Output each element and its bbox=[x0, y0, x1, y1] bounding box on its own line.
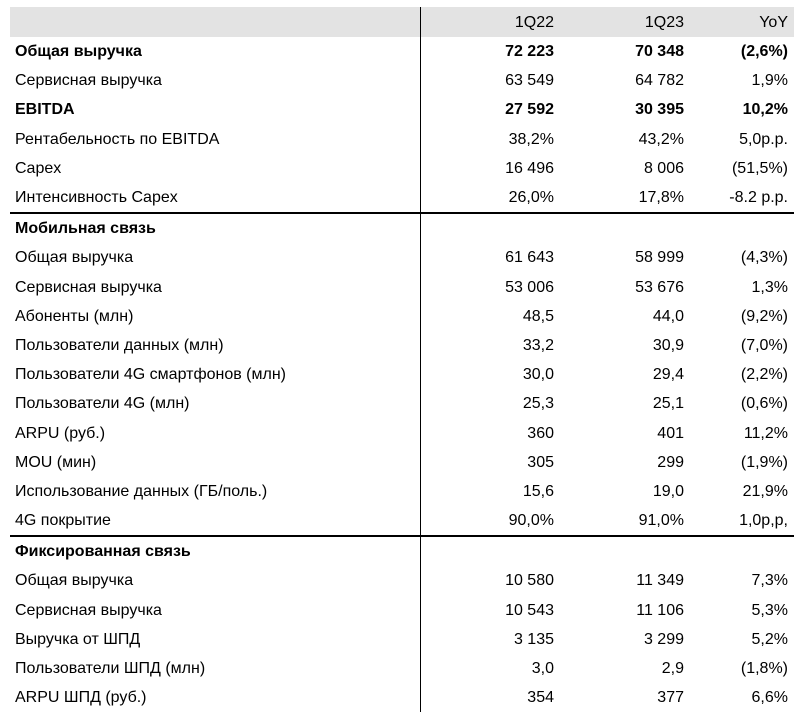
value-1q22: 33,2 bbox=[420, 331, 560, 360]
row-label: Выручка от ШПД bbox=[15, 630, 141, 648]
value-yoy bbox=[690, 213, 794, 243]
value-yoy: (0,6%) bbox=[740, 395, 788, 413]
value-yoy: 21,9% bbox=[742, 482, 788, 500]
table-row bbox=[10, 448, 794, 477]
value-1q22: 38,2% bbox=[420, 125, 560, 154]
row-label: Пользователи ШПД (млн) bbox=[15, 660, 206, 678]
value-1q23: 91,0% bbox=[638, 512, 684, 530]
value-1q22: 3 135 bbox=[420, 625, 560, 654]
row-label: ARPU ШПД (руб.) bbox=[15, 689, 147, 707]
value-1q23: 70 348 bbox=[635, 43, 684, 61]
header-1q22: 1Q22 bbox=[420, 7, 560, 37]
value-1q23 bbox=[560, 536, 690, 566]
value-1q22: 305 bbox=[420, 448, 560, 477]
value-1q22: 10 580 bbox=[420, 566, 560, 595]
header-1q23: 1Q23 bbox=[560, 7, 690, 37]
header-row bbox=[10, 7, 794, 37]
value-1q22: 63 549 bbox=[420, 66, 560, 95]
value-1q22: 10 543 bbox=[420, 596, 560, 625]
table-row bbox=[10, 302, 794, 331]
value-1q23: 30,9 bbox=[652, 336, 684, 354]
table-row bbox=[10, 360, 794, 389]
value-1q23: 17,8% bbox=[638, 189, 684, 207]
table-row bbox=[10, 625, 794, 654]
value-1q23: 401 bbox=[657, 424, 684, 442]
value-1q23: 25,1 bbox=[652, 395, 684, 413]
row-label: Сервисная выручка bbox=[15, 278, 162, 296]
value-1q22: 26,0% bbox=[420, 183, 560, 213]
table-row bbox=[10, 683, 794, 712]
table-row bbox=[10, 243, 794, 272]
value-1q22: 90,0% bbox=[420, 506, 560, 536]
value-1q23: 53 676 bbox=[635, 278, 684, 296]
value-1q23: 29,4 bbox=[652, 366, 684, 384]
kpi-table bbox=[10, 7, 794, 712]
table-row bbox=[10, 331, 794, 360]
value-yoy: 10,2% bbox=[742, 101, 788, 119]
value-1q22: 16 496 bbox=[420, 154, 560, 183]
row-label: Сервисная выручка bbox=[15, 601, 162, 619]
value-1q23: 64 782 bbox=[635, 72, 684, 90]
value-1q23: 11 349 bbox=[636, 572, 684, 590]
value-yoy: (2,6%) bbox=[740, 43, 788, 61]
value-yoy: -8.2 p.p. bbox=[729, 189, 788, 207]
table-row bbox=[10, 95, 794, 124]
row-label: Рентабельность по EBITDA bbox=[15, 130, 220, 148]
value-yoy: 1,0р,р, bbox=[739, 512, 788, 530]
value-1q22: 61 643 bbox=[420, 243, 560, 272]
table-row bbox=[10, 566, 794, 595]
value-yoy: (9,2%) bbox=[740, 307, 788, 325]
value-1q23: 299 bbox=[657, 453, 684, 471]
value-yoy: (1,8%) bbox=[740, 660, 788, 678]
value-yoy: (7,0%) bbox=[740, 336, 788, 354]
value-1q23: 44,0 bbox=[652, 307, 684, 325]
value-yoy: (51,5%) bbox=[731, 159, 788, 177]
row-label: Абоненты (млн) bbox=[15, 307, 134, 325]
table-row bbox=[10, 654, 794, 683]
row-label: MOU (мин) bbox=[15, 453, 97, 471]
row-label: Общая выручка bbox=[15, 249, 134, 267]
header-yoy: YoY bbox=[690, 7, 794, 37]
value-yoy: 1,9% bbox=[751, 72, 788, 90]
table-row bbox=[10, 66, 794, 95]
value-1q22: 25,3 bbox=[420, 389, 560, 418]
table-row bbox=[10, 506, 794, 536]
table-row bbox=[10, 477, 794, 506]
row-label: Общая выручка bbox=[15, 43, 142, 61]
row-label: Пользователи 4G (млн) bbox=[15, 395, 190, 413]
value-1q22: 354 bbox=[420, 683, 560, 712]
table-row bbox=[10, 154, 794, 183]
value-1q22: 30,0 bbox=[420, 360, 560, 389]
section-header-row bbox=[10, 213, 794, 243]
row-label: Мобильная связь bbox=[10, 213, 420, 243]
row-label: Интенсивность Capex bbox=[15, 189, 178, 207]
value-1q22: 15,6 bbox=[420, 477, 560, 506]
value-yoy: 7,3% bbox=[751, 572, 788, 590]
row-label: Пользователи данных (млн) bbox=[15, 336, 224, 354]
value-1q22 bbox=[420, 536, 560, 566]
table-body bbox=[10, 37, 794, 712]
value-1q23 bbox=[560, 213, 690, 243]
table-row bbox=[10, 125, 794, 154]
value-1q23: 19,0 bbox=[652, 482, 684, 500]
value-yoy: 11,2% bbox=[743, 424, 788, 442]
table-row bbox=[10, 596, 794, 625]
value-yoy bbox=[690, 536, 794, 566]
value-yoy: 5,2% bbox=[751, 630, 788, 648]
value-yoy: 1,3% bbox=[751, 278, 788, 296]
section-header-row bbox=[10, 536, 794, 566]
row-label: ARPU (руб.) bbox=[15, 424, 106, 442]
value-1q23: 2,9 bbox=[661, 660, 684, 678]
row-label: Общая выручка bbox=[15, 572, 134, 590]
value-yoy: 5,3% bbox=[751, 601, 788, 619]
row-label: Сервисная выручка bbox=[15, 72, 162, 90]
value-1q23: 11 106 bbox=[636, 601, 684, 619]
row-label: Пользователи 4G смартфонов (млн) bbox=[15, 366, 287, 384]
value-1q23: 377 bbox=[657, 689, 684, 707]
row-label: Capex bbox=[15, 159, 62, 177]
value-1q23: 8 006 bbox=[643, 159, 684, 177]
row-label: Использование данных (ГБ/поль.) bbox=[15, 482, 268, 500]
value-1q23: 30 395 bbox=[635, 101, 684, 119]
value-yoy: 5,0р.р. bbox=[739, 130, 788, 148]
table-row bbox=[10, 418, 794, 447]
value-1q22: 27 592 bbox=[420, 95, 560, 124]
value-1q23: 43,2% bbox=[638, 130, 684, 148]
value-1q22: 53 006 bbox=[420, 273, 560, 302]
table-row bbox=[10, 389, 794, 418]
header-label bbox=[10, 7, 420, 37]
value-1q22: 3,0 bbox=[420, 654, 560, 683]
value-1q22 bbox=[420, 213, 560, 243]
value-1q22: 48,5 bbox=[420, 302, 560, 331]
table-row bbox=[10, 183, 794, 213]
value-yoy: (4,3%) bbox=[740, 249, 788, 267]
row-label: 4G покрытие bbox=[15, 512, 111, 530]
value-1q23: 3 299 bbox=[643, 630, 684, 648]
table-row bbox=[10, 273, 794, 302]
value-yoy: (2,2%) bbox=[740, 366, 788, 384]
value-1q22: 360 bbox=[420, 418, 560, 447]
value-yoy: (1,9%) bbox=[740, 453, 788, 471]
value-yoy: 6,6% bbox=[751, 689, 788, 707]
value-1q22: 72 223 bbox=[420, 37, 560, 66]
table-row bbox=[10, 37, 794, 66]
row-label: EBITDA bbox=[15, 101, 75, 119]
row-label: Фиксированная связь bbox=[10, 536, 420, 566]
value-1q23: 58 999 bbox=[635, 249, 684, 267]
